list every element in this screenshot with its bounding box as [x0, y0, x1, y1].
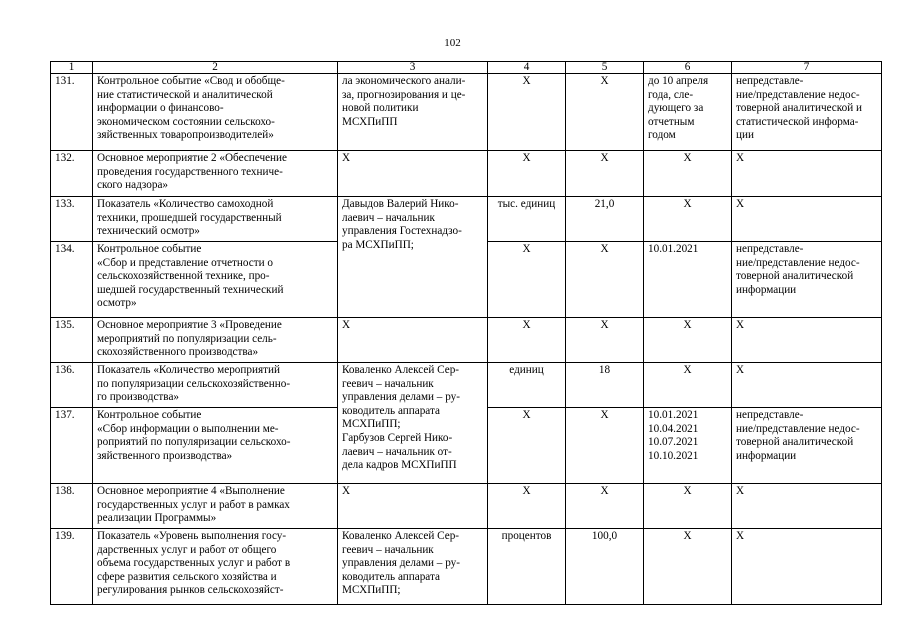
value-cell: X: [566, 74, 644, 151]
responsible-cell: X: [338, 484, 488, 529]
unit-cell: X: [488, 408, 566, 484]
value-cell: 100,0: [566, 529, 644, 605]
value-cell: X: [566, 408, 644, 484]
event-cell: Контрольное событие «Сбор информации о выполнении ме- роприятий по популяризации сельскохо- зяйственного производства»: [93, 408, 338, 484]
column-number: 4: [488, 62, 566, 74]
column-number: 2: [93, 62, 338, 74]
date-cell: до 10 апреля года, сле- дующего за отчетным годом: [644, 74, 732, 151]
responsible-cell: Давыдов Валерий Нико- лаевич – начальник управления Гостехнадзо- ра МСХПиПП;: [338, 197, 488, 318]
event-cell: Показатель «Количество самоходной техники, прошедшей государственный технический осмотр»: [93, 197, 338, 242]
table-row: [51, 318, 882, 363]
value-cell: X: [566, 151, 644, 197]
risk-cell: X: [732, 318, 882, 363]
table-row: [51, 484, 882, 529]
row-number: 132.: [51, 151, 93, 197]
event-cell: Контрольное событие «Свод и обобще- ние статистической и аналитической информации о финансово- экономическом состоянии сельскохо- зяйственных товаропроизводителей»: [93, 74, 338, 151]
risk-cell: непредставле- ние/представление недос- товерной аналитической и статистической информа- ции: [732, 74, 882, 151]
event-cell: Контрольное событие «Сбор и представление отчетности о сельскохозяйственной технике, про- шедшей государственный технический осмотр»: [93, 242, 338, 318]
unit-cell: процентов: [488, 529, 566, 605]
date-cell: X: [644, 318, 732, 363]
value-cell: X: [566, 484, 644, 529]
table-row: [51, 529, 882, 605]
column-number: 6: [644, 62, 732, 74]
table-row: [51, 74, 882, 151]
unit-cell: X: [488, 242, 566, 318]
risk-cell: X: [732, 151, 882, 197]
table-row: [51, 363, 882, 408]
row-number: 133.: [51, 197, 93, 242]
row-number: 135.: [51, 318, 93, 363]
date-cell: 10.01.2021: [644, 242, 732, 318]
unit-cell: единиц: [488, 363, 566, 408]
responsible-cell: Коваленко Алексей Сер- геевич – начальник управления делами – ру- ководитель аппарата МСХПиПП;: [338, 529, 488, 605]
event-cell: Показатель «Уровень выполнения госу- дарственных услуг и работ от общего объема государственных услуг и работ в сфере развития сельского хозяйства и регулирования рынков сельскохозяйст-: [93, 529, 338, 605]
row-number: 136.: [51, 363, 93, 408]
row-number: 137.: [51, 408, 93, 484]
responsible-cell: Коваленко Алексей Сер- геевич – начальник управления делами – ру- ководитель аппарата МСХПиПП; Гарбузов Сергей Нико- лаевич – начальник от- дела кадров МСХПиПП: [338, 363, 488, 484]
value-cell: X: [566, 242, 644, 318]
table-row: [51, 151, 882, 197]
responsible-cell: X: [338, 151, 488, 197]
event-cell: Основное мероприятие 4 «Выполнение государственных услуг и работ в рамках реализации Программы»: [93, 484, 338, 529]
activity-plan-table: [50, 61, 882, 605]
event-cell: Основное мероприятие 2 «Обеспечение проведения государственного техниче- ского надзора»: [93, 151, 338, 197]
date-cell: X: [644, 363, 732, 408]
date-cell: X: [644, 197, 732, 242]
risk-cell: X: [732, 484, 882, 529]
event-cell: Показатель «Количество мероприятий по популяризации сельскохозяйственно- го производства»: [93, 363, 338, 408]
row-number: 134.: [51, 242, 93, 318]
unit-cell: X: [488, 484, 566, 529]
row-number: 138.: [51, 484, 93, 529]
date-cell: X: [644, 484, 732, 529]
risk-cell: X: [732, 197, 882, 242]
column-number: 5: [566, 62, 644, 74]
unit-cell: X: [488, 318, 566, 363]
risk-cell: X: [732, 529, 882, 605]
risk-cell: X: [732, 363, 882, 408]
risk-cell: непредставле- ние/представление недос- товерной аналитической информации: [732, 408, 882, 484]
row-number: 139.: [51, 529, 93, 605]
unit-cell: X: [488, 151, 566, 197]
date-cell: 10.01.2021 10.04.2021 10.07.2021 10.10.2021: [644, 408, 732, 484]
unit-cell: X: [488, 74, 566, 151]
column-number-row: [51, 62, 882, 74]
table-row: [51, 197, 882, 242]
responsible-cell: ла экономического анали- за, прогнозирования и це- новой политики МСХПиПП: [338, 74, 488, 151]
row-number: 131.: [51, 74, 93, 151]
page-number: 102: [444, 37, 461, 49]
value-cell: X: [566, 318, 644, 363]
value-cell: 21,0: [566, 197, 644, 242]
column-number: 3: [338, 62, 488, 74]
date-cell: X: [644, 529, 732, 605]
event-cell: Основное мероприятие 3 «Проведение мероприятий по популяризации сель- скохозяйственного производства»: [93, 318, 338, 363]
column-number: 7: [732, 62, 882, 74]
risk-cell: непредставле- ние/представление недос- товерной аналитической информации: [732, 242, 882, 318]
value-cell: 18: [566, 363, 644, 408]
unit-cell: тыс. единиц: [488, 197, 566, 242]
responsible-cell: X: [338, 318, 488, 363]
column-number: 1: [51, 62, 93, 74]
date-cell: X: [644, 151, 732, 197]
